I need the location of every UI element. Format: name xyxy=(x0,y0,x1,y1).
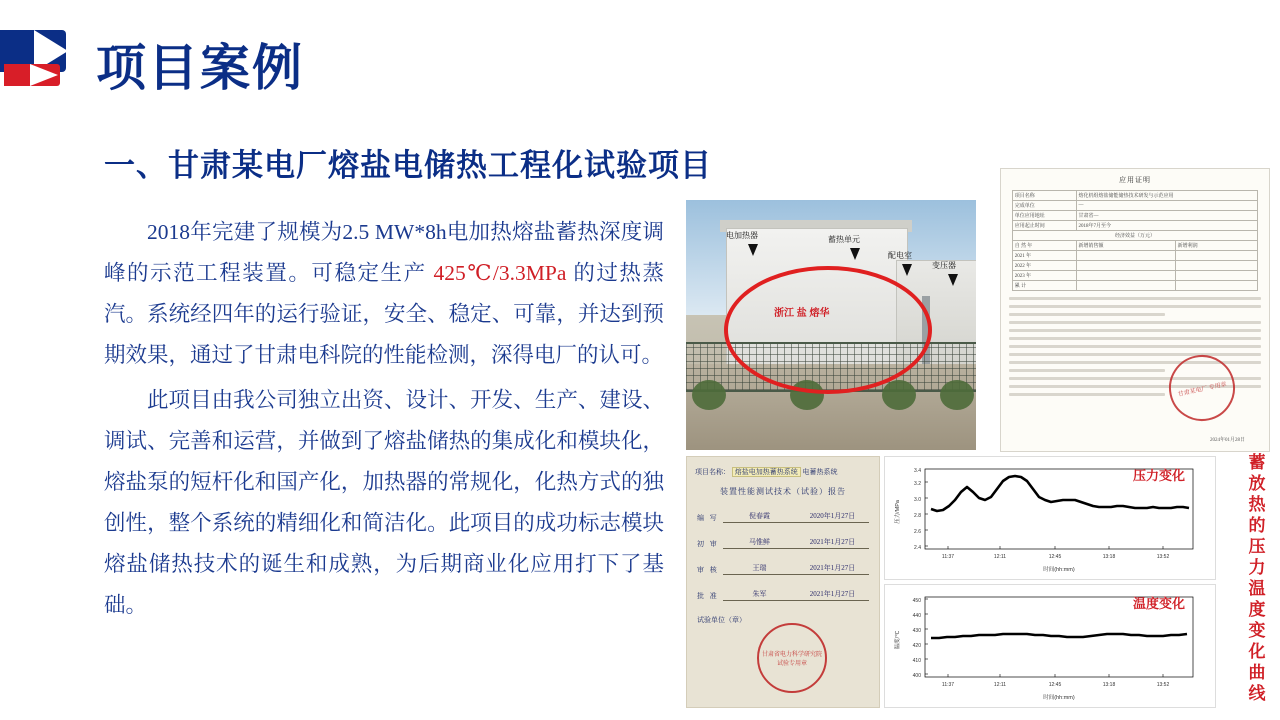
cert-cell: 项目名称 xyxy=(1012,191,1076,201)
body-text xyxy=(104,212,664,630)
text-line xyxy=(1009,393,1165,396)
certificate-table xyxy=(1012,190,1259,291)
cert-cell: 累 计 xyxy=(1012,281,1076,291)
row-date: 2020年1月27日 xyxy=(796,511,869,523)
highlight-spec: 425℃/3.3MPa xyxy=(433,261,567,285)
svg-text:13:18: 13:18 xyxy=(1102,554,1116,560)
row-date: 2021年1月27日 xyxy=(796,537,869,549)
svg-text:12:11: 12:11 xyxy=(993,682,1007,688)
photo-label-heater: 电加热器 xyxy=(726,231,758,240)
table-row xyxy=(1012,211,1258,221)
page-title: 项目案例 xyxy=(96,40,304,96)
svg-text:温度/℃: 温度/℃ xyxy=(895,630,901,650)
photo-label-storage: 蓄热单元 xyxy=(828,235,860,244)
cert-cell: 甘肃省— xyxy=(1076,211,1258,221)
report-project-value-2: 电蓄热系统 xyxy=(802,468,838,476)
text-line xyxy=(1009,345,1261,348)
annotation-arrow xyxy=(850,248,860,260)
table-row xyxy=(1012,281,1258,291)
cert-cell: — xyxy=(1076,201,1258,211)
temperature-chart xyxy=(884,584,1216,708)
pressure-chart-title: 压力变化 xyxy=(1132,468,1185,483)
svg-text:3.0: 3.0 xyxy=(914,497,921,503)
svg-text:3.2: 3.2 xyxy=(914,481,921,487)
row-value: 倪春霞 xyxy=(723,511,796,523)
svg-text:2.4: 2.4 xyxy=(914,545,921,551)
test-report-scan xyxy=(686,456,880,708)
cert-cell xyxy=(1076,281,1175,291)
cert-cell: 2018年7月至今 xyxy=(1076,221,1258,231)
annotation-arrow xyxy=(948,274,958,286)
row-label: 审 核 xyxy=(697,566,719,574)
annotation-arrow xyxy=(902,264,912,276)
svg-text:3.4: 3.4 xyxy=(914,468,921,474)
text-line xyxy=(1009,297,1261,300)
cert-cell: 新增利润 xyxy=(1175,241,1258,251)
paragraph-2: 此项目由我公司独立出资、设计、开发、生产、建设、调试、完善和运营，并做到了熔盐储热的集成化和模块化，熔盐泵的短杆化和国产化，加热器的常规化，化热方式的独创性，整个系统的精细化和简洁化。此项目的成功标志模块熔盐储热技术的诞生和成熟，为后期商业化应用打下了基础。 xyxy=(104,388,664,617)
photo-label-transformer: 变压器 xyxy=(932,261,956,270)
cert-cell xyxy=(1076,251,1175,261)
logo-notch-secondary xyxy=(30,64,58,86)
cert-cell: 2023 年 xyxy=(1012,271,1076,281)
cert-cell xyxy=(1175,261,1258,271)
row-date: 2021年1月27日 xyxy=(796,589,869,601)
paragraph-1 xyxy=(104,212,664,376)
svg-text:2.8: 2.8 xyxy=(914,513,921,519)
cert-cell: 熔化机组熔盐储能储热技术研发与示范应用 xyxy=(1076,191,1258,201)
report-project-value: 熔盐电加热蓄热系统 xyxy=(732,467,801,477)
photo-label-switchroom: 配电室 xyxy=(888,251,912,260)
svg-text:11:37: 11:37 xyxy=(941,554,955,560)
cert-cell: 2022 年 xyxy=(1012,261,1076,271)
photo-bush xyxy=(882,380,916,410)
svg-text:420: 420 xyxy=(912,643,921,649)
cert-cell: 完成单位 xyxy=(1012,201,1076,211)
section-heading: 一、甘肃某电厂熔盐电储热工程化试验项目 xyxy=(104,148,712,183)
svg-text:11:37: 11:37 xyxy=(941,682,955,688)
cert-cell xyxy=(1175,271,1258,281)
report-footer: 试验单位（章） xyxy=(697,616,746,624)
certificate-date: 2024年01月28日 xyxy=(1209,438,1245,443)
paragraph-1-part2: 的过热蒸汽。系统经四年的运行验证，安全、稳定、可靠，并达到预期效果，通过了甘肃电科院的性能检测，深得电厂的认可。 xyxy=(104,261,664,367)
table-row xyxy=(1012,191,1258,201)
table-row xyxy=(1012,201,1258,211)
annotation-arrow xyxy=(748,244,758,256)
cert-cell xyxy=(1175,281,1258,291)
company-logo xyxy=(0,30,74,88)
row-label: 编 写 xyxy=(697,514,719,522)
cert-cell xyxy=(1175,251,1258,261)
cert-cell: 应用起止时间 xyxy=(1012,221,1076,231)
svg-text:12:11: 12:11 xyxy=(993,554,1007,560)
paragraph-1-part1: 2018年完建了规模为2.5 MW*8h电加热熔盐蓄热深度调峰的示范工程装置。可稳定生产 xyxy=(104,220,664,285)
table-row xyxy=(1012,231,1258,241)
svg-text:400: 400 xyxy=(912,673,921,679)
photo-brand-text: 浙江 盐 熔华 xyxy=(774,308,830,319)
row-value: 马惟鲜 xyxy=(723,537,796,549)
cert-cell: 单位应用地址 xyxy=(1012,211,1076,221)
row-value: 王瑞 xyxy=(723,563,796,575)
table-row xyxy=(697,589,869,601)
report-project-line xyxy=(695,467,871,478)
report-stamp: 甘肃省电力科学研究院 试验专用章 xyxy=(757,623,827,693)
cert-cell: 经济效益（万元） xyxy=(1012,231,1258,241)
cert-cell: 2021 年 xyxy=(1012,251,1076,261)
svg-text:450: 450 xyxy=(912,598,921,604)
application-certificate xyxy=(1000,168,1270,452)
table-row xyxy=(1012,241,1258,251)
row-value: 朱军 xyxy=(723,589,796,601)
cert-cell xyxy=(1076,271,1175,281)
svg-text:13:52: 13:52 xyxy=(1156,682,1170,688)
report-project-label: 项目名称： xyxy=(695,468,730,476)
table-row xyxy=(1012,221,1258,231)
cert-cell: 新增销售额 xyxy=(1076,241,1175,251)
official-stamp: 甘肃某电厂 专用章 xyxy=(1163,349,1241,427)
svg-text:2.6: 2.6 xyxy=(914,529,921,535)
charts-vertical-caption: 蓄放热的压力温度变化曲线 xyxy=(1248,453,1266,703)
photo-bush xyxy=(692,380,726,410)
table-row xyxy=(697,563,869,575)
svg-text:410: 410 xyxy=(912,658,921,664)
svg-text:12:45: 12:45 xyxy=(1048,554,1062,560)
text-line xyxy=(1009,369,1165,372)
pressure-chart xyxy=(884,456,1216,580)
table-row xyxy=(697,537,869,549)
text-line xyxy=(1009,329,1261,332)
svg-text:压力/MPa: 压力/MPa xyxy=(895,500,901,524)
text-line xyxy=(1009,337,1261,340)
cert-cell xyxy=(1076,261,1175,271)
report-title: 装置性能测试技术（试验）报告 xyxy=(720,487,846,496)
svg-text:13:18: 13:18 xyxy=(1102,682,1116,688)
text-line xyxy=(1009,353,1261,356)
certificate-title: 应用证明 xyxy=(1119,176,1151,184)
row-label: 初 审 xyxy=(697,540,719,548)
svg-text:时间(hh:mm): 时间(hh:mm) xyxy=(1043,567,1075,573)
svg-text:时间(hh:mm): 时间(hh:mm) xyxy=(1043,695,1075,701)
temperature-chart-title: 温度变化 xyxy=(1132,596,1185,611)
svg-text:12:45: 12:45 xyxy=(1048,682,1062,688)
plant-photo xyxy=(686,200,976,450)
svg-text:13:52: 13:52 xyxy=(1156,554,1170,560)
svg-text:430: 430 xyxy=(912,628,921,634)
table-row xyxy=(1012,251,1258,261)
report-signature-rows xyxy=(697,511,869,601)
table-row xyxy=(1012,261,1258,271)
cert-cell: 自 然 年 xyxy=(1012,241,1076,251)
photo-bush xyxy=(940,380,974,410)
row-date: 2021年1月27日 xyxy=(796,563,869,575)
text-line xyxy=(1009,313,1165,316)
table-row xyxy=(697,511,869,523)
row-label: 批 准 xyxy=(697,592,719,600)
text-line xyxy=(1009,321,1261,324)
table-row xyxy=(1012,271,1258,281)
photo-highlight-circle xyxy=(724,266,932,394)
text-line xyxy=(1009,305,1261,308)
svg-text:440: 440 xyxy=(912,613,921,619)
